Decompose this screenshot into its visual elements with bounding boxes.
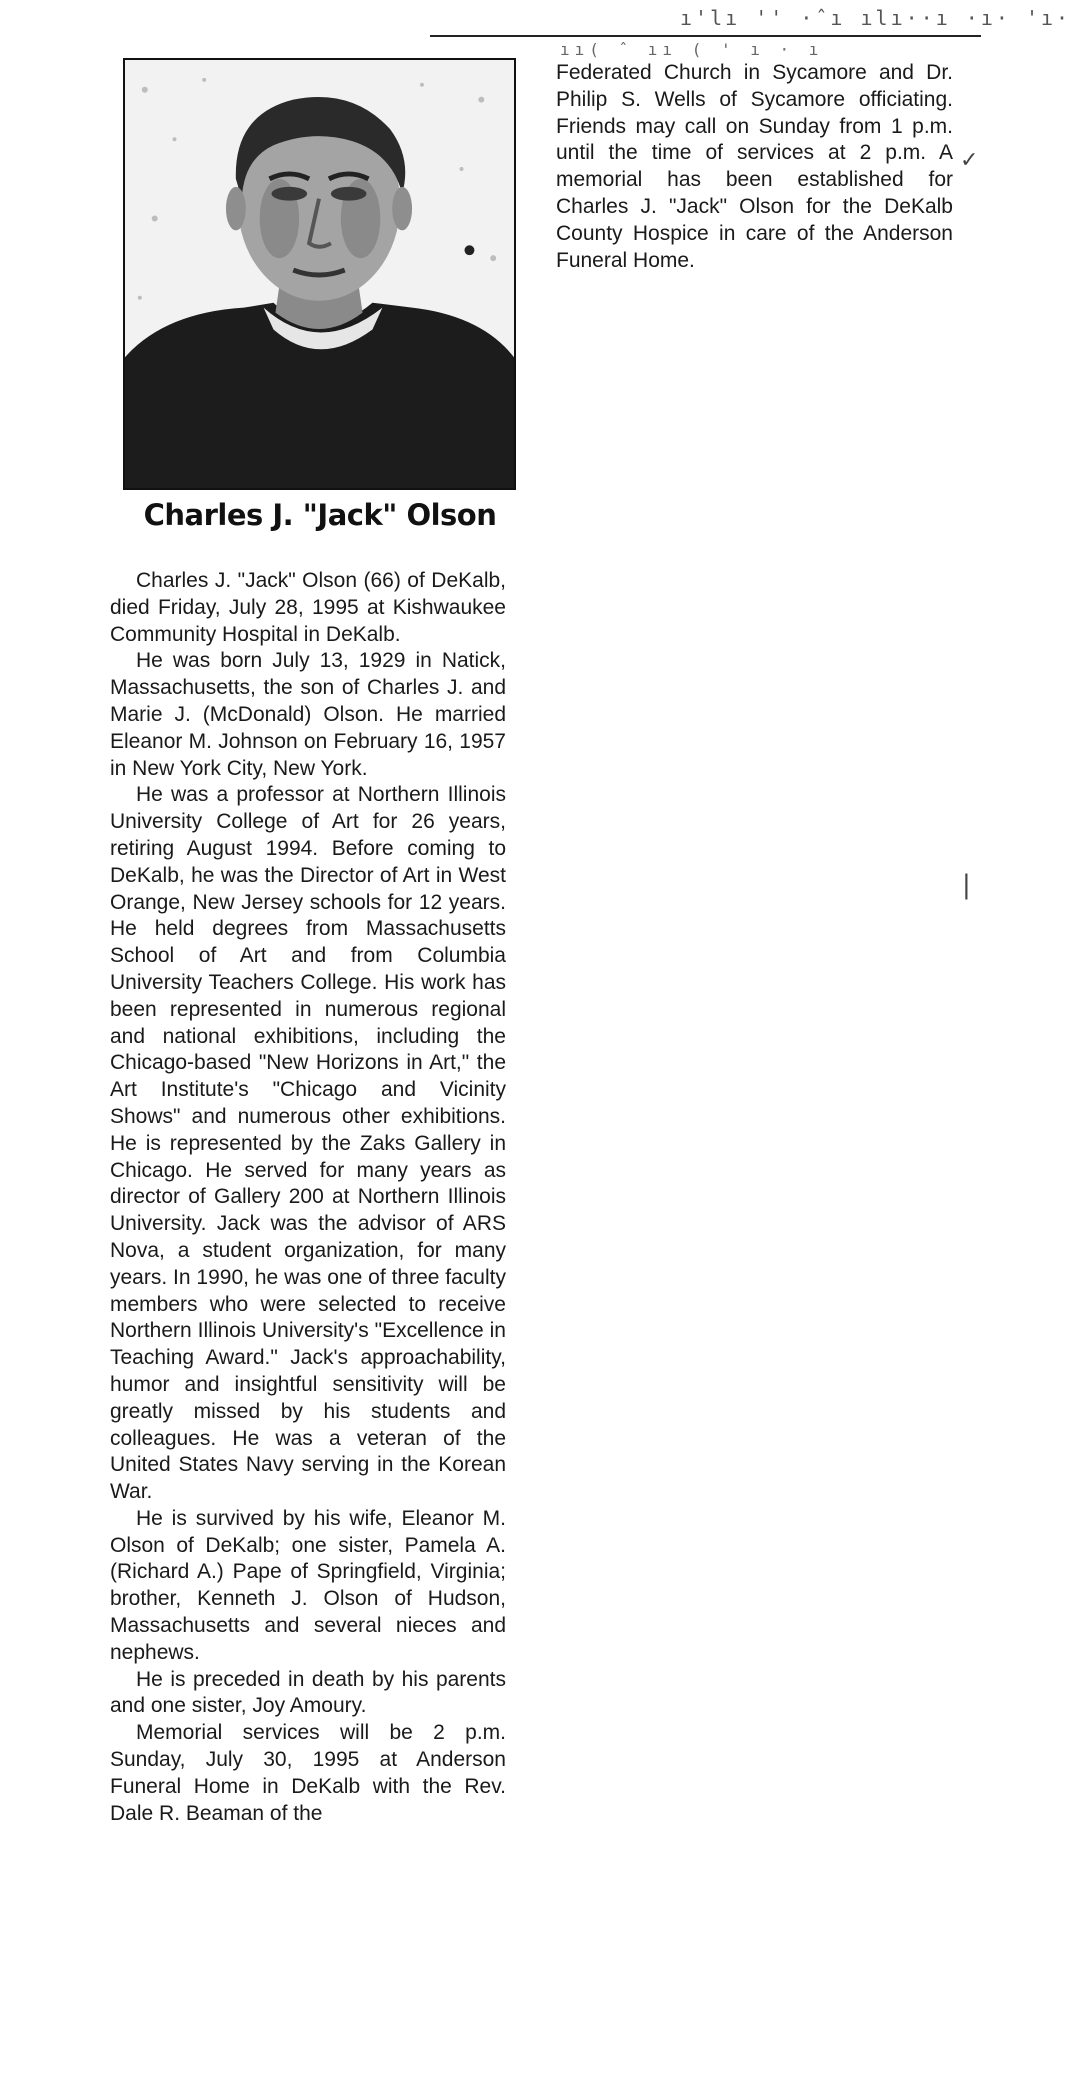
paragraph-birth: He was born July 13, 1929 in Natick, Massachusetts, the son of Charles J. and Marie J. (McDonald) Olson. He married Eleanor M. Johnson on February 16, 1957 in New York City, New York.: [110, 649, 506, 780]
paragraph-death: Charles J. "Jack" Olson (66) of DeKalb, died Friday, July 28, 1995 at Kishwaukee Community Hospital in DeKalb.: [110, 569, 506, 646]
right-column: [556, 60, 953, 274]
header-scan-noise: ı'lı '' ·ˆı ılı··ı ·ı· 'ı·: [680, 6, 1071, 30]
column-scan-noise: ıı( ˆ ıı ( ' ı · ı: [560, 40, 824, 59]
paragraph-survivors: He is survived by his wife, Eleanor M. Olson of DeKalb; one sister, Pamela A. (Richard A.) Pape of Springfield, Virginia; brother, Kenneth J. Olson of Hudson, Massachusetts and several nieces and nephews.: [110, 1506, 506, 1664]
paragraph-career: He was a professor at Northern Illinois University College of Art for 26 years, retiring August 1994. Before coming to DeKalb, he was the Director of Art in West Orange, New Jersey schools for 12 years. He held degrees from Massachusetts School of Art and from Columbia University Teachers College. His work has been represented in numerous regional and national exhibitions, including the Chicago-based "New Horizons in Art," the Art Institute's "Chicago and Vicinity Shows" and numerous other exhibitions. He is represented by the Zaks Gallery in Chicago. He served for many years as director of Gallery 200 at Northern Illinois University. Jack was the advisor of ARS Nova, a student organization, for many years. In 1990, he was one of three faculty members who were selected to receive Northern Illinois University's "Excellence in Teaching Award." Jack's approachability, humor and insightful sensitivity will be greatly missed by his students and colleagues. He was a veteran of the United States Navy serving in the Korean War.: [110, 783, 506, 1504]
margin-tick-mark: ✓: [960, 148, 979, 173]
paragraph-services: Memorial services will be 2 p.m. Sunday, July 30, 1995 at Anderson Funeral Home in DeKalb with the Rev. Dale R. Beaman of the: [110, 1721, 506, 1825]
paragraph-preceded: He is preceded in death by his parents and one sister, Joy Amoury.: [110, 1667, 506, 1718]
margin-bracket-mark: |: [962, 870, 971, 900]
left-column: [110, 568, 506, 1827]
paragraph-services-continued: Federated Church in Sycamore and Dr. Philip S. Wells of Sycamore officiating. Friends may call on Sunday from 1 p.m. until the time of services at 2 p.m. A memorial has been established for Charles J. "Jack" Olson for the DeKalb County Hospice in care of the Anderson Funeral Home.: [556, 61, 953, 272]
top-rule: [430, 35, 981, 37]
portrait-photo: [123, 58, 516, 490]
obituary-headline: Charles J. "Jack" Olson: [143, 498, 497, 532]
portrait-photo-icon: [125, 60, 514, 488]
